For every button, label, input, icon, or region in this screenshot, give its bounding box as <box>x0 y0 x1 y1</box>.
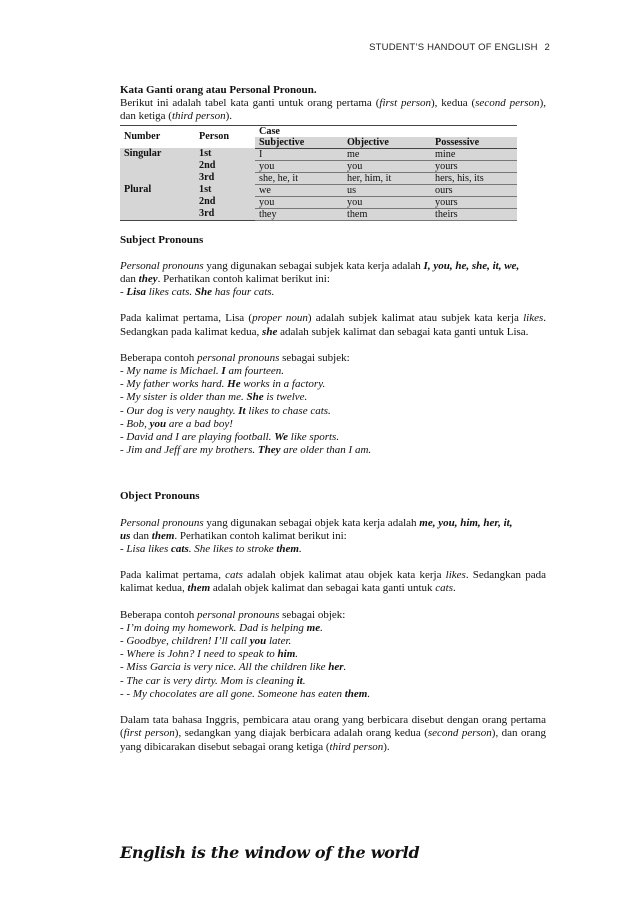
subjective-cell: she, he, it <box>255 172 343 184</box>
objective-cell: her, him, it <box>343 172 431 184</box>
objective-cell: you <box>343 196 431 208</box>
person-cell: 2nd <box>195 160 255 172</box>
page-number: 2 <box>544 42 550 53</box>
header-objective: Objective <box>343 137 431 149</box>
table-row <box>120 148 517 160</box>
possessive-cell: ours <box>431 184 517 196</box>
list-item: - I’m doing my homework. Dad is helping me. <box>120 621 323 634</box>
subject-example: - Lisa likes cats. She has four cats. <box>120 286 275 299</box>
list-item: - Miss Garcia is very nice. All the children like her. <box>120 661 347 674</box>
subjective-cell: we <box>255 184 343 196</box>
header-case: Case <box>255 125 517 137</box>
objective-cell: me <box>343 148 431 160</box>
header-subjective: Subjective <box>255 137 343 149</box>
person-cell: 3rd <box>195 208 255 220</box>
subject-paragraph-3: Beberapa contoh personal pronouns sebagai subjek: <box>120 351 350 364</box>
list-item: - My sister is older than me. She is twelve. <box>120 391 308 404</box>
header-number: Number <box>120 125 195 148</box>
object-paragraph-2: Pada kalimat pertama, cats adalah objek kalimat atau objek kata kerja likes. Sedangkan pada kalimat kedua, them adalah objek kalimat dan sebagai kata ganti untuk cats. <box>120 569 547 595</box>
list-item: - My father works hard. He works in a factory. <box>120 378 326 391</box>
section-title: Kata Ganti orang atau Personal Pronoun. <box>120 84 317 96</box>
subjective-cell: you <box>255 196 343 208</box>
list-item: - Jim and Jeff are my brothers. They are older than I am. <box>120 444 372 457</box>
header-possessive: Possessive <box>431 137 517 149</box>
subjective-cell: they <box>255 208 343 220</box>
header-title: STUDENT’S HANDOUT OF ENGLISH <box>369 42 538 53</box>
subjective-cell: I <box>255 148 343 160</box>
subject-paragraph-1: Personal pronouns yang digunakan sebagai subjek kata kerja adalah I, you, he, she, it, we, dan they. Perhatikan contoh kalimat berikut ini: <box>120 259 520 286</box>
person-cell: 1st <box>195 148 255 160</box>
document-body <box>120 84 546 754</box>
possessive-cell: yours <box>431 196 517 208</box>
pronoun-table <box>120 125 517 221</box>
table-row <box>120 184 517 196</box>
possessive-cell: hers, his, its <box>431 172 517 184</box>
object-paragraph-3: Beberapa contoh personal pronouns sebagai objek: <box>120 608 346 621</box>
possessive-cell: yours <box>431 160 517 172</box>
list-item: - Where is John? I need to speak to him. <box>120 648 299 661</box>
possessive-cell: mine <box>431 148 517 160</box>
list-item: - - My chocolates are all gone. Someone has eaten them. <box>120 687 371 700</box>
list-item: - David and I are playing football. We like sports. <box>120 431 340 444</box>
person-cell: 1st <box>195 184 255 196</box>
intro-paragraph: Berikut ini adalah tabel kata ganti untuk orang pertama (first person), kedua (second person), dan ketiga (third person). <box>120 97 546 123</box>
group-singular: Singular <box>120 148 195 184</box>
list-item: - My name is Michael. I am fourteen. <box>120 365 285 378</box>
subject-heading: Subject Pronouns <box>120 233 204 246</box>
list-item: - Our dog is very naughty. It likes to chase cats. <box>120 404 331 417</box>
object-paragraph-1: Personal pronouns yang digunakan sebagai objek kata kerja adalah me, you, him, her, it, us dan them. Perhatikan contoh kalimat berikut ini: <box>120 516 513 542</box>
group-plural: Plural <box>120 184 195 220</box>
list-item: - Bob, you are a bad boy! <box>120 417 233 430</box>
page-header <box>369 42 550 53</box>
objective-cell: you <box>343 160 431 172</box>
object-paragraph-4: Dalam tata bahasa Inggris, pembicara atau orang yang berbicara disebut dengan orang pertama (first person), sedangkan yang diajak berbicara adalah orang kedua (second person), dan orang yang dibicarakan disebut sebagai orang ketiga (third person). <box>120 714 546 753</box>
list-item: - Goodbye, children! I’ll call you later. <box>120 635 292 648</box>
possessive-cell: theirs <box>431 208 517 220</box>
header-person: Person <box>195 125 255 148</box>
person-cell: 2nd <box>195 196 255 208</box>
objective-cell: them <box>343 208 431 220</box>
object-example: - Lisa likes cats. She likes to stroke them. <box>120 543 302 556</box>
subjective-cell: you <box>255 160 343 172</box>
object-heading: Object Pronouns <box>120 490 200 503</box>
list-item: - The car is very dirty. Mom is cleaning it. <box>120 674 306 687</box>
footer-slogan: English is the window of the world <box>120 843 420 862</box>
objective-cell: us <box>343 184 431 196</box>
subject-paragraph-2: Pada kalimat pertama, Lisa (proper noun) adalah subjek kalimat atau subjek kata kerja likes. Sedangkan pada kalimat kedua, she adalah subjek kalimat dan sebagai kata ganti untuk Lisa. <box>120 312 546 338</box>
person-cell: 3rd <box>195 172 255 184</box>
